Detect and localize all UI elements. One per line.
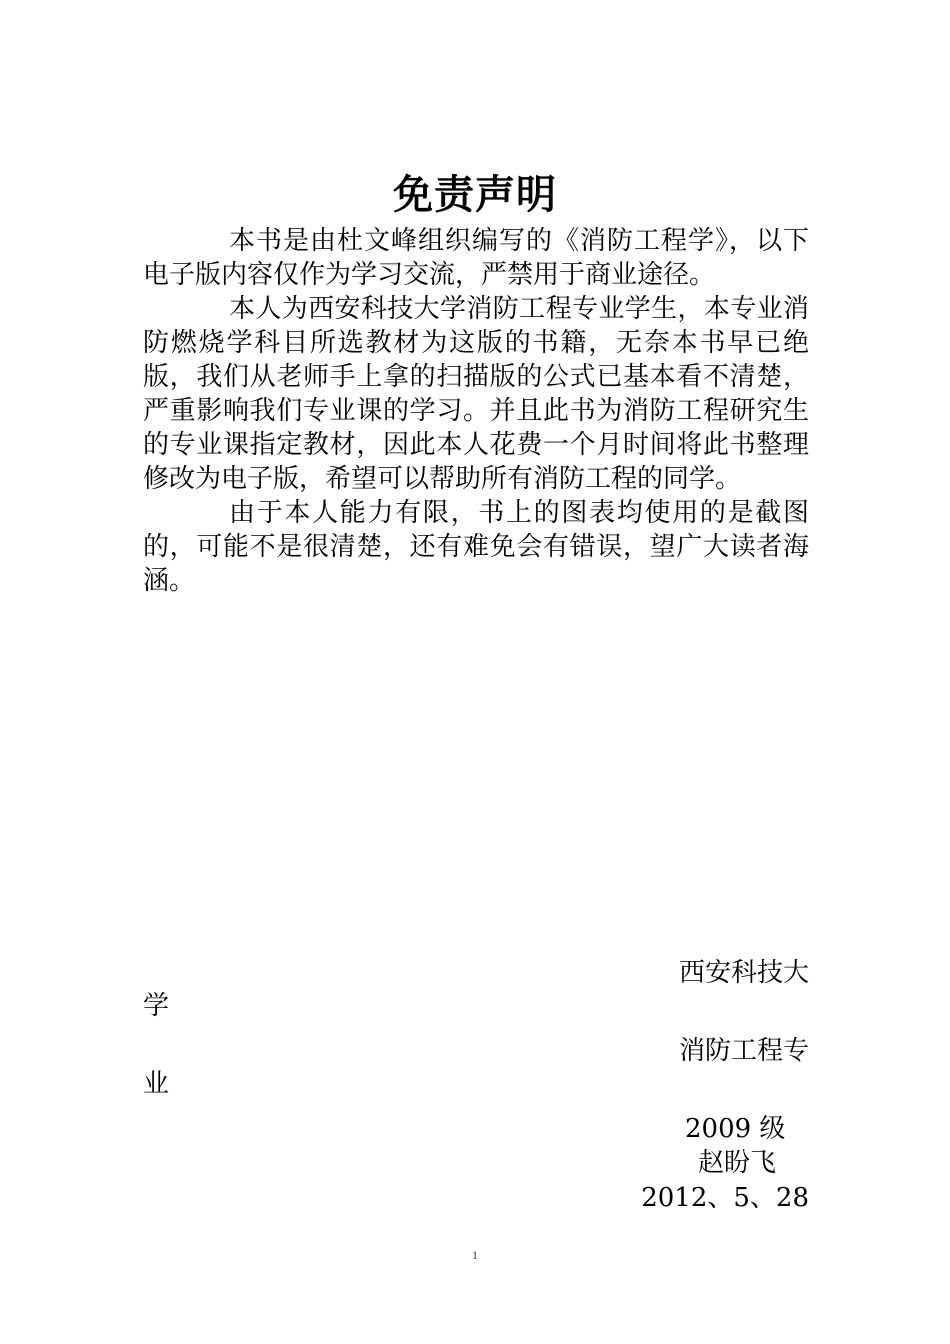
paragraph-2: 本人为西安科技大学消防工程专业学生，本专业消防燃烧学科目所选教材为这版的书籍，无奈本书早已绝版，我们从老师手上拿的扫描版的公式已基本看不清楚，严重影响我们专业课的学习。并且此书为消防工程研究生的专业课指定教材，因此本人花费一个月时间将此书整理修改为电子版，希望可以帮助所有消防工程的同学。 [143,294,809,494]
page-number: 1 [472,1248,478,1262]
signature-university-line1: 西安科技大 [678,958,809,988]
paragraph-1: 本书是由杜文峰组织编写的《消防工程学》，以下电子版内容仅作为学习交流，严禁用于商业途径。 [143,226,809,290]
signature-major-line2: 业 [143,1069,170,1099]
signature-date: 2012、5、28 [641,1183,809,1213]
disclaimer-body [143,224,809,598]
paragraph-3: 由于本人能力有限，书上的图表均使用的是截图的，可能不是很清楚，还有难免会有错误，望广大读者海涵。 [143,498,809,596]
page-title: 免责声明 [393,170,557,218]
signature-university-line2: 学 [143,991,170,1021]
signature-grade: 2009 级 [685,1114,786,1144]
signature-name: 赵盼飞 [698,1148,777,1178]
signature-major-line1: 消防工程专 [678,1036,809,1066]
